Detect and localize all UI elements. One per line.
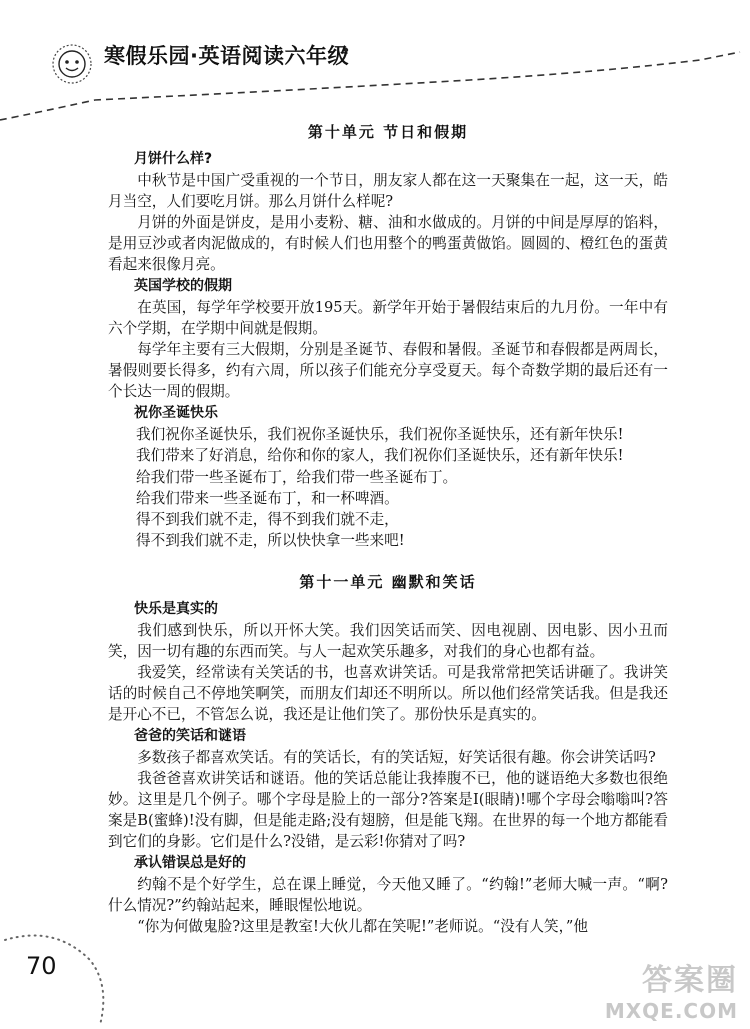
song-line: 给我们带来一些圣诞布丁，和一杯啤酒。 — [136, 489, 399, 507]
paragraph: 每学年主要有三大假期，分别是圣诞节、春假和暑假。圣诞节和春假都是两周长，暑假则要长得多，约有六周，所以孩子们能充分享受夏天。每个奇数学期的最后还有一个长达一周的假期。 — [108, 341, 668, 400]
paragraph: 我爱笑，经常读有关笑话的书，也喜欢讲笑话。可是我常常把笑话讲砸了。我讲笑话的时候自己不停地笑啊笑，而朋友们却还不明所以。所以他们经常笑话我。但是我还是开心不已，不管怎么说，我还是让他们笑了。那份快乐是真实的。 — [108, 663, 668, 723]
page-number: 70 — [26, 952, 57, 980]
watermark-logo-text: 答案圈 — [642, 963, 738, 998]
paragraph: 多数孩子都喜欢笑话。有的笑话长，有的笑话短，好笑话很有趣。你会讲笑话吗? — [137, 748, 656, 766]
watermark — [605, 955, 738, 1023]
paragraph: 约翰不是个好学生，总在课上睡觉，今天他又睡了。“约翰!”老师大喊一声。“啊?什么情况?”约翰站起来，睡眼惺忪地说。 — [108, 875, 668, 914]
section-heading: 英国学校的假期 — [134, 278, 232, 294]
unit-10-title: 第十单元 节日和假期 — [307, 123, 469, 141]
section-heading: 快乐是真实的 — [134, 600, 218, 617]
paragraph: 我爸爸喜欢讲笑话和谜语。他的笑话总能让我捧腹不已，他的谜语绝大多数也很绝妙。这里是几个例子。哪个字母是脸上的一部分?答案是I(眼睛)!哪个字母会嗡嗡叫?答案是B(蜜蜂)!没有脚，但是能走路;没有翅膀，但是能飞翔。在世界的每一个地方都能看到它们的身影。它们是什么?没错，是云彩!你猜对了吗? — [108, 769, 668, 850]
page-content — [108, 120, 668, 937]
cartoon-sun-face-icon — [50, 42, 94, 86]
section-heading: 祝你圣诞快乐 — [134, 405, 218, 421]
section-heading: 承认错误总是好的 — [134, 854, 246, 871]
paragraph: 中秋节是中国广受重视的一个节日，朋友家人都在这一天聚集在一起，这一天，皓月当空，人们要吃月饼。那么月饼什么样呢? — [108, 172, 668, 210]
header-decoration — [0, 0, 750, 140]
unit-11-title: 第十一单元 幽默和笑话 — [299, 572, 477, 591]
section-heading: 爸爸的笑话和谜语 — [134, 727, 246, 744]
paragraph: 月饼的外面是饼皮，是用小麦粉、糖、油和水做成的。月饼的中间是厚厚的馅料，是用豆沙或者肉泥做成的，有时候人们也用整个的鸭蛋黄做馅。圆圆的、橙红色的蛋黄看起来很像月亮。 — [108, 214, 668, 273]
watermark-url: MXQE.COM — [604, 999, 738, 1023]
song-line: 我们带来了好消息，给你和你的家人，我们祝你们圣诞快乐，还有新年快乐! — [136, 447, 624, 465]
book-title: 寒假乐园·英语阅读六年级 — [104, 44, 349, 68]
song-line: 给我们带一些圣诞布丁，给我们带一些圣诞布丁。 — [136, 468, 458, 486]
song-line: 得不到我们就不走，得不到我们就不走， — [136, 511, 399, 529]
paragraph: 我们感到快乐，所以开怀大笑。我们因笑话而笑、因电视剧、因电影、因小丑而笑，因一切有趣的东西而笑。与人一起欢笑乐趣多，对我们的身心也都有益。 — [108, 621, 668, 660]
section-heading: 月饼什么样? — [134, 151, 213, 167]
paragraph: 在英国，每学年学校要开放195天。新学年开始于暑假结束后的九月份。一年中有六个学期，在学期中间就是假期。 — [108, 299, 668, 337]
paragraph: “你为何做鬼脸?这里是教室!大伙儿都在笑呢!”老师说。“没有人笑，”他 — [137, 917, 588, 935]
song-line: 得不到我们就不走，所以快快拿一些来吧! — [136, 532, 405, 550]
page-header — [0, 0, 750, 140]
song-line: 我们祝你圣诞快乐，我们祝你圣诞快乐，我们祝你圣诞快乐，还有新年快乐! — [136, 426, 624, 443]
corner-decoration — [0, 900, 120, 1029]
